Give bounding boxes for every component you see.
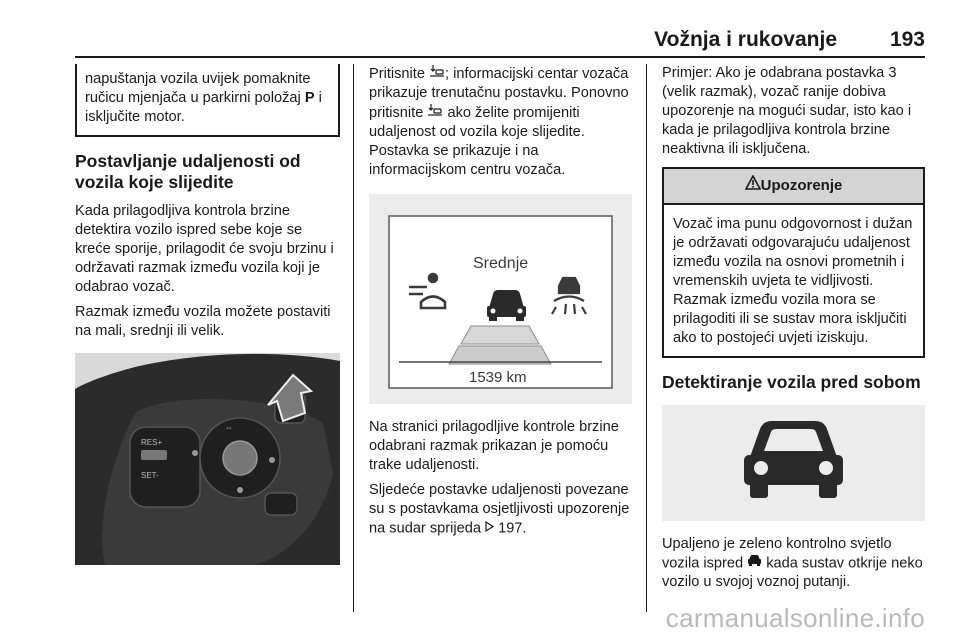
- continued-note-box: [75, 64, 340, 137]
- paragraph: Primjer: Ako je odabrana postavka 3 (velik razmak), vozač ranije dobiva upozorenje na mogući sudar, isto kao i kada je prilagodljiva kontrola brzine neaktivna ili isključena.: [662, 65, 912, 157]
- text-run: ako želite promijeniti udaljenost od vozila koje slijedite. Postavka se prikazuje i na informacijskom centru vozača.: [369, 104, 585, 178]
- column-divider: [646, 64, 647, 612]
- svg-text:⇔: ⇔: [225, 423, 233, 432]
- paragraph: Kada prilagodljiva kontrola brzine detektira vozilo ispred sebe koje se kreće sporije, prilagodit će svoju brzinu i održavati razmak između vozila koji je odabrao vozač.: [75, 203, 334, 295]
- res-button-label: RES+: [141, 438, 163, 447]
- steering-wheel-illustration: [75, 353, 340, 565]
- warning-box: [662, 167, 925, 358]
- paragraph: Razmak između vozila možete postaviti na mali, srednji ili velik.: [75, 304, 331, 339]
- header-rule: [75, 56, 925, 58]
- car-front-icon: [747, 554, 762, 573]
- text-run: Upaljeno je zeleno kontrolno svjetlo vozila ispred: [662, 536, 892, 572]
- driver-info-display-illustration: [369, 194, 632, 404]
- warning-body: Vozač ima punu odgovornost i dužan je održavati odgovarajuću udaljenost između vozila na osnovi prometnih i vremenskih uvjeta te vidljivosti. Razmak između vozila mora se prilagoditi ili se sustav mora isključiti ako to postojeći uvjeti iziskuju.: [673, 216, 913, 346]
- paragraph: [369, 481, 632, 538]
- column-1: [75, 64, 340, 565]
- warning-triangle-icon: [745, 169, 761, 203]
- note-gear-letter: P: [304, 90, 315, 106]
- odometer-reading: 1539 km: [469, 369, 527, 386]
- lane-car-icon: [744, 421, 843, 498]
- paragraph: [369, 64, 632, 180]
- page-reference[interactable]: 197.: [498, 520, 527, 537]
- text-run: Pritisnite: [369, 65, 430, 82]
- column-divider: [353, 64, 354, 612]
- text-run: ; informacijski centar vozača prikazuje trenutačnu postavku. Ponovno pritisnite: [369, 65, 629, 121]
- watermark: carmanualsonline.info: [665, 603, 925, 633]
- vehicle-ahead-indicator-illustration: [662, 405, 925, 521]
- column-3: [662, 64, 925, 598]
- distance-setting-icon: [427, 103, 443, 123]
- car-front-icon: [487, 290, 526, 321]
- reference-triangle-icon: [485, 519, 494, 538]
- paragraph: Na stranici prilagodljive kontrole brzine odabrani razmak prikazan je pomoću trake udaljenosti.: [369, 419, 619, 473]
- set-button-label: SET-: [141, 471, 159, 480]
- page-header: [75, 28, 925, 52]
- distance-setting-icon: [429, 64, 445, 84]
- note-text-end: i isključite motor.: [85, 90, 322, 125]
- note-text: napuštanja vozila uvijek pomaknite ručicu mjenjača u parkirni položaj: [85, 71, 311, 106]
- column-2: [369, 64, 632, 544]
- section-heading: Postavljanje udaljenosti od vozila koje slijedite: [75, 151, 301, 192]
- warning-title: Upozorenje: [760, 177, 843, 194]
- paragraph: [662, 535, 925, 592]
- text-run: Sljedeće postavke udaljenosti povezane su s postavkama osjetljivosti upozorenje na sudar sprijeda: [369, 482, 630, 537]
- text-run: kada sustav otkrije neko vozilo u svojoj voznoj putanji.: [662, 555, 923, 591]
- page-number: 193: [889, 28, 925, 51]
- section-title: Vožnja i rukovanje: [654, 28, 837, 51]
- section-heading: Detektiranje vozila pred sobom: [662, 372, 921, 392]
- distance-setting-label: Srednje: [473, 255, 529, 272]
- warning-header: [664, 169, 923, 205]
